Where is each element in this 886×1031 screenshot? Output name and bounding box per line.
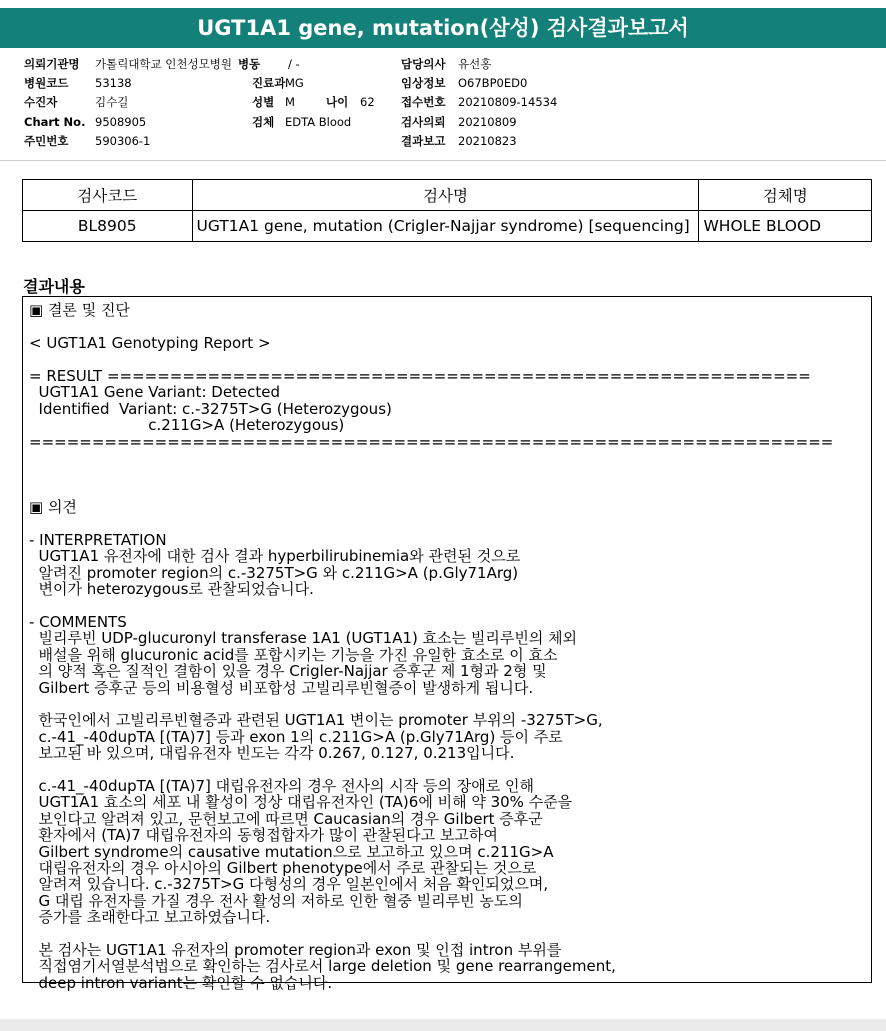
result-line: UGT1A1 유전자에 대한 검사 결과 hyperbilirubinemia와 관련된 것으로 — [29, 547, 521, 566]
result-line: 보인다고 알려져 있고, 문헌보고에 따르면 Caucasian의 경우 Gilbert 증후군 — [29, 809, 543, 828]
result-line: 한국인에서 고빌리루빈혈증과 관련된 UGT1A1 변이는 promoter 부위의 -3275T>G, — [29, 711, 603, 730]
result-line: c.-41_-40dupTA [(TA)7] 등과 exon 1의 c.211G>A (p.Gly71Arg) 등이 주로 — [29, 727, 563, 746]
result-content-box — [22, 296, 872, 992]
result-line: ▣ 결론 및 진단 — [29, 301, 130, 319]
cell-test-name: UGT1A1 gene, mutation (Crigler-Najjar syndrome) [sequencing] — [192, 211, 699, 242]
label-clinical-info: 임상정보 — [401, 76, 446, 90]
result-line: c.-41_-40dupTA [(TA)7] 대립유전자의 경우 전사의 시작 등의 장애로 인해 — [29, 777, 535, 795]
cell-specimen-name: WHOLE BLOOD — [699, 211, 872, 242]
table-header-row — [23, 180, 872, 211]
result-line: 배설을 위해 glucuronic acid를 포합시키는 기능을 가진 유일한 효소로 이 효소 — [29, 645, 558, 664]
result-line: UGT1A1 효소의 세포 내 활성이 정상 대립유전자인 (TA)6에 비해 약 30% 수준을 — [29, 793, 573, 812]
result-line: - INTERPRETATION — [29, 531, 167, 549]
label-hospital-code: 병원코드 — [24, 76, 69, 90]
header-test-code: 검사코드 — [23, 180, 193, 211]
result-line: 알려진 promoter region의 c.-3275T>G 와 c.211G>A (p.Gly71Arg) — [29, 563, 519, 582]
value-hospital-code: 53138 — [95, 76, 132, 90]
result-line: 변이가 heterozygous로 관찰되었습니다. — [29, 580, 314, 599]
value-sex: M — [285, 95, 295, 109]
header-specimen-name: 검체명 — [699, 180, 872, 211]
result-line: < UGT1A1 Genotyping Report > — [29, 334, 271, 352]
result-line: c.211G>A (Heterozygous) — [29, 416, 345, 435]
value-doctor: 유선홍 — [458, 57, 492, 71]
label-request-date: 검사의뢰 — [401, 115, 446, 129]
patient-info-col2 — [236, 55, 396, 155]
value-report-date: 20210823 — [458, 134, 517, 148]
result-line: 알려져 있습니다. c.-3275T>G 다형성의 경우 일본인에서 처음 확인되었으며, — [29, 875, 549, 894]
result-line: 의 양적 혹은 질적인 결함이 있을 경우 Crigler-Najjar 증후군 제 1형과 2형 및 — [29, 662, 547, 681]
label-accession-no: 접수번호 — [401, 95, 446, 109]
value-patient-name: 김수길 — [95, 95, 129, 109]
label-ward: 병동 — [238, 57, 261, 71]
result-line: - COMMENTS — [29, 613, 127, 631]
cell-test-code: BL8905 — [23, 211, 193, 242]
patient-info-col3 — [401, 55, 641, 155]
result-line: 보고된 바 있으며, 대립유전자 빈도는 각각 0.267, 0.127, 0.213입니다. — [29, 744, 515, 763]
value-clinical-info: O67BP0ED0 — [458, 76, 528, 90]
label-age: 나이 — [326, 95, 349, 109]
result-line: UGT1A1 Gene Variant: Detected — [29, 383, 281, 402]
report-title: UGT1A1 gene, mutation(삼성) 검사결과보고서 — [0, 8, 886, 48]
result-line: ================================================================ — [29, 432, 834, 451]
value-department: MG — [285, 76, 304, 90]
result-line: Gilbert syndrome의 causative mutation으로 보고하고 있으며 c.211G>A — [29, 842, 554, 861]
result-line: = RESULT ======================================================== — [29, 367, 811, 385]
value-resident-no: 590306-1 — [95, 134, 151, 148]
result-line: Gilbert 증후군 등의 비용혈성 비포합성 고빌리루빈혈증이 발생하게 됩니다. — [29, 678, 534, 697]
label-patient-name: 수진자 — [24, 95, 58, 109]
value-institution: 가톨릭대학교 인천성모병원 — [95, 57, 232, 71]
label-sex: 성별 — [252, 95, 275, 109]
header-divider — [0, 160, 886, 161]
value-ward: / - — [288, 57, 300, 71]
result-line: 직접염기서열분석법으로 확인하는 검사로서 large deletion 및 gene rearrangement, — [29, 957, 616, 976]
label-department: 진료과 — [252, 76, 286, 90]
bottom-bar — [0, 1019, 886, 1031]
result-line: 환자에서 (TA)7 대립유전자의 동형접합자가 많이 관찰된다고 보고하여 — [29, 826, 498, 845]
label-report-date: 결과보고 — [401, 134, 446, 148]
label-chart-no: Chart No. — [24, 115, 86, 129]
value-chart-no: 9508905 — [95, 115, 147, 129]
label-doctor: 담당의사 — [401, 57, 446, 71]
result-line: ▣ 의견 — [29, 498, 77, 517]
label-institution: 의뢰기관명 — [24, 57, 80, 71]
value-age: 62 — [360, 95, 375, 109]
result-line: deep intron variant는 확인할 수 없습니다. — [29, 973, 333, 992]
table-row — [23, 211, 872, 242]
result-section-title: 결과내용 — [23, 277, 85, 296]
label-resident-no: 주민번호 — [24, 134, 69, 148]
result-line: 대립유전자의 경우 아시아의 Gilbert phenotype에서 주로 관찰되는 것으로 — [29, 859, 537, 877]
result-line: 본 검사는 UGT1A1 유전자의 promoter region과 exon 및 인접 intron 부위를 — [29, 941, 562, 959]
value-accession-no: 20210809-14534 — [458, 95, 558, 109]
result-line: Identified Variant: c.-3275T>G (Heterozygous) — [29, 399, 392, 418]
value-specimen: EDTA Blood — [285, 115, 352, 129]
result-line: 빌리루빈 UDP-glucuronyl transferase 1A1 (UGT1A1) 효소는 빌리루빈의 체외 — [29, 629, 578, 648]
test-code-table — [22, 179, 872, 242]
header-test-name: 검사명 — [192, 180, 699, 211]
label-specimen: 검체 — [252, 115, 275, 129]
result-line: 증가를 초래한다고 보고하였습니다. — [29, 908, 271, 927]
value-request-date: 20210809 — [458, 115, 517, 129]
result-line: G 대립 유전자를 가질 경우 전사 활성의 저하로 인한 혈중 빌리루빈 농도의 — [29, 891, 523, 910]
